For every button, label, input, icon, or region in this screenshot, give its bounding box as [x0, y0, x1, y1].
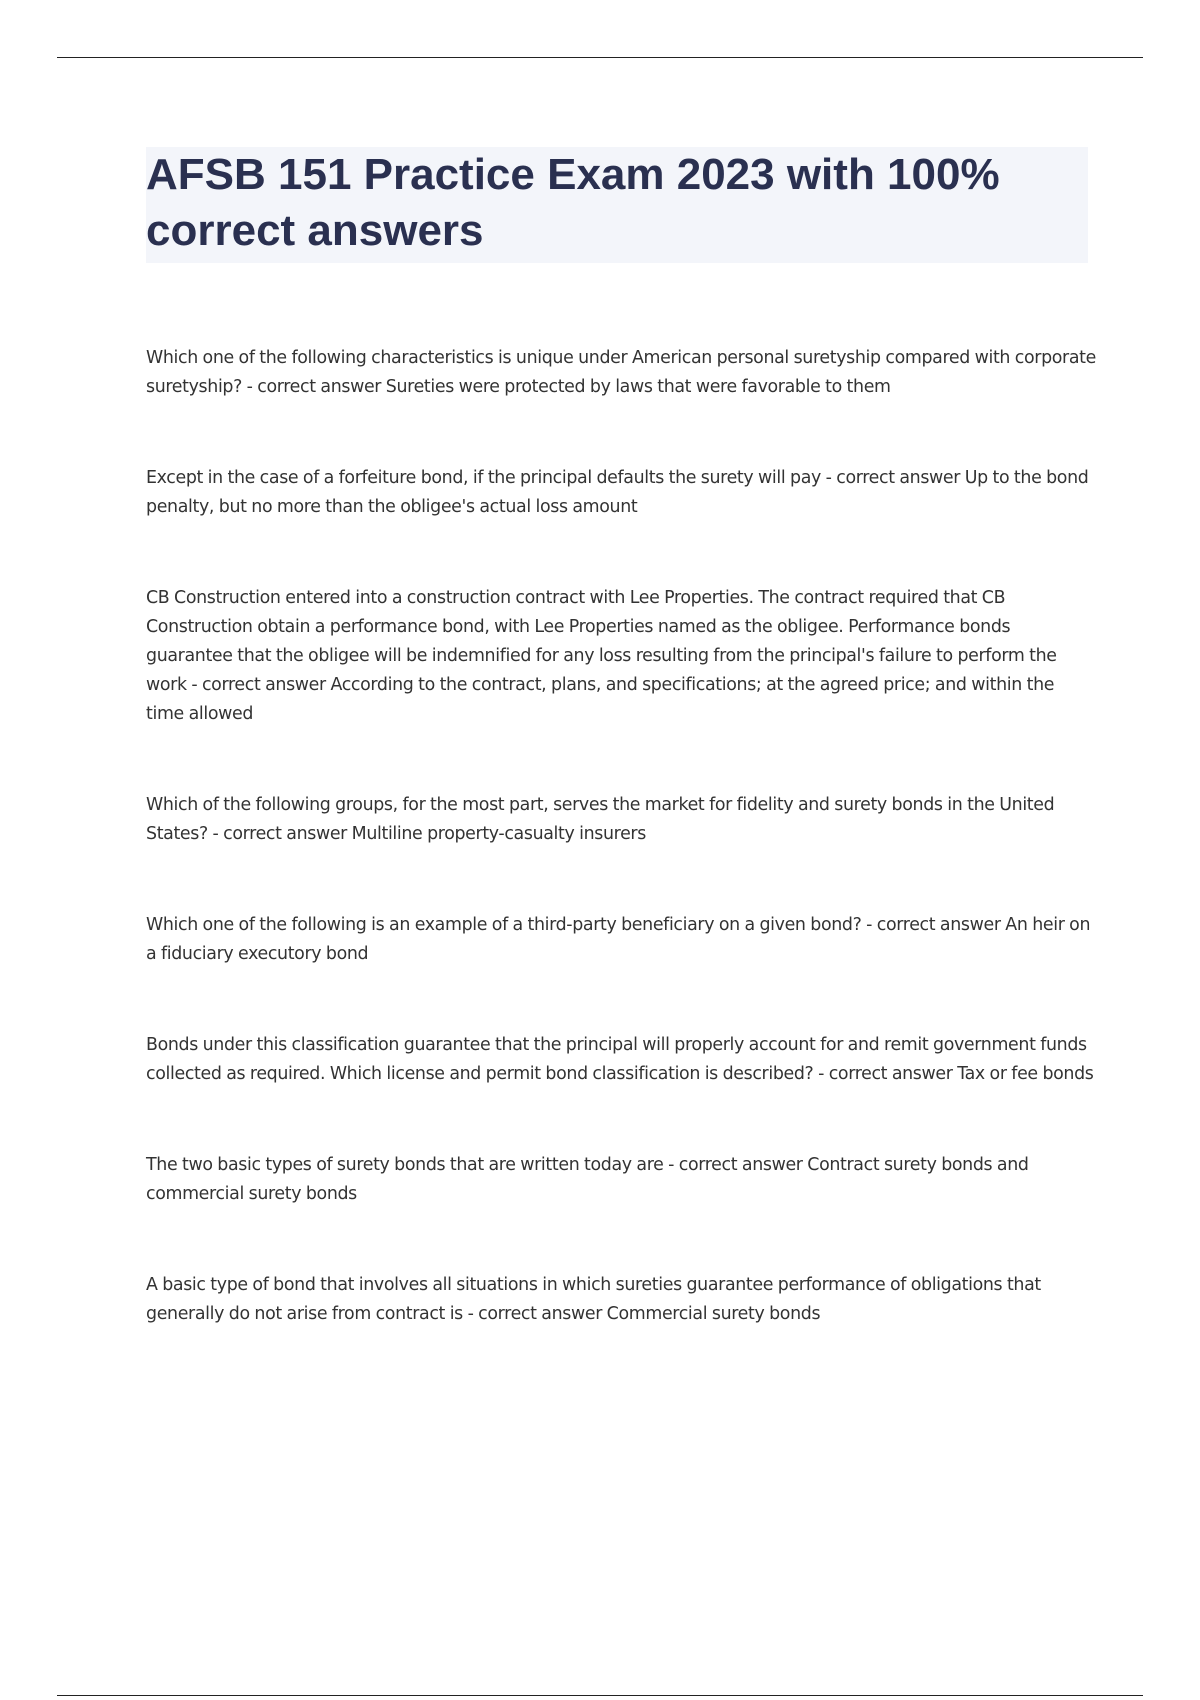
qa-item: CB Construction entered into a construction contract with Lee Properties. The contract required that CB Construction obtain a performance bond, with Lee Properties named as the obligee. Performance bonds guarantee that the obligee will be indemnified for any loss resulting from the principal's failure to perform the work - correct answer According to the contract, plans, and specifications; at the agreed price; and within the time allowed: [146, 588, 1057, 724]
qa-list: [146, 344, 1096, 1391]
qa-item: Except in the case of a forfeiture bond, if the principal defaults the surety will pay - correct answer Up to the bond penalty, but no more than the obligee's actual loss amount: [146, 468, 1089, 517]
qa-item: Which of the following groups, for the most part, serves the market for fidelity and surety bonds in the United States? - correct answer Multiline property-casualty insurers: [146, 795, 1055, 844]
qa-item: The two basic types of surety bonds that are written today are - correct answer Contract surety bonds and commercial surety bonds: [146, 1155, 1029, 1204]
document-title: AFSB 151 Practice Exam 2023 with 100% correct answers: [146, 150, 1000, 255]
bottom-divider: [57, 1695, 1143, 1696]
qa-item: Which one of the following is an example of a third-party beneficiary on a given bond? - correct answer An heir on a fiduciary executory bond: [146, 915, 1091, 964]
qa-item: Bonds under this classification guarantee that the principal will properly account for and remit government funds collected as required. Which license and permit bond classification is described? - correct answer Tax or fee bonds: [146, 1035, 1094, 1084]
top-divider: [57, 57, 1143, 58]
qa-item: Which one of the following characteristics is unique under American personal suretyship compared with corporate suretyship? - correct answer Sureties were protected by laws that were favorable to them: [146, 348, 1096, 397]
title-block: [146, 147, 1088, 263]
qa-item: A basic type of bond that involves all situations in which sureties guarantee performance of obligations that generally do not arise from contract is - correct answer Commercial surety bonds: [146, 1275, 1041, 1324]
